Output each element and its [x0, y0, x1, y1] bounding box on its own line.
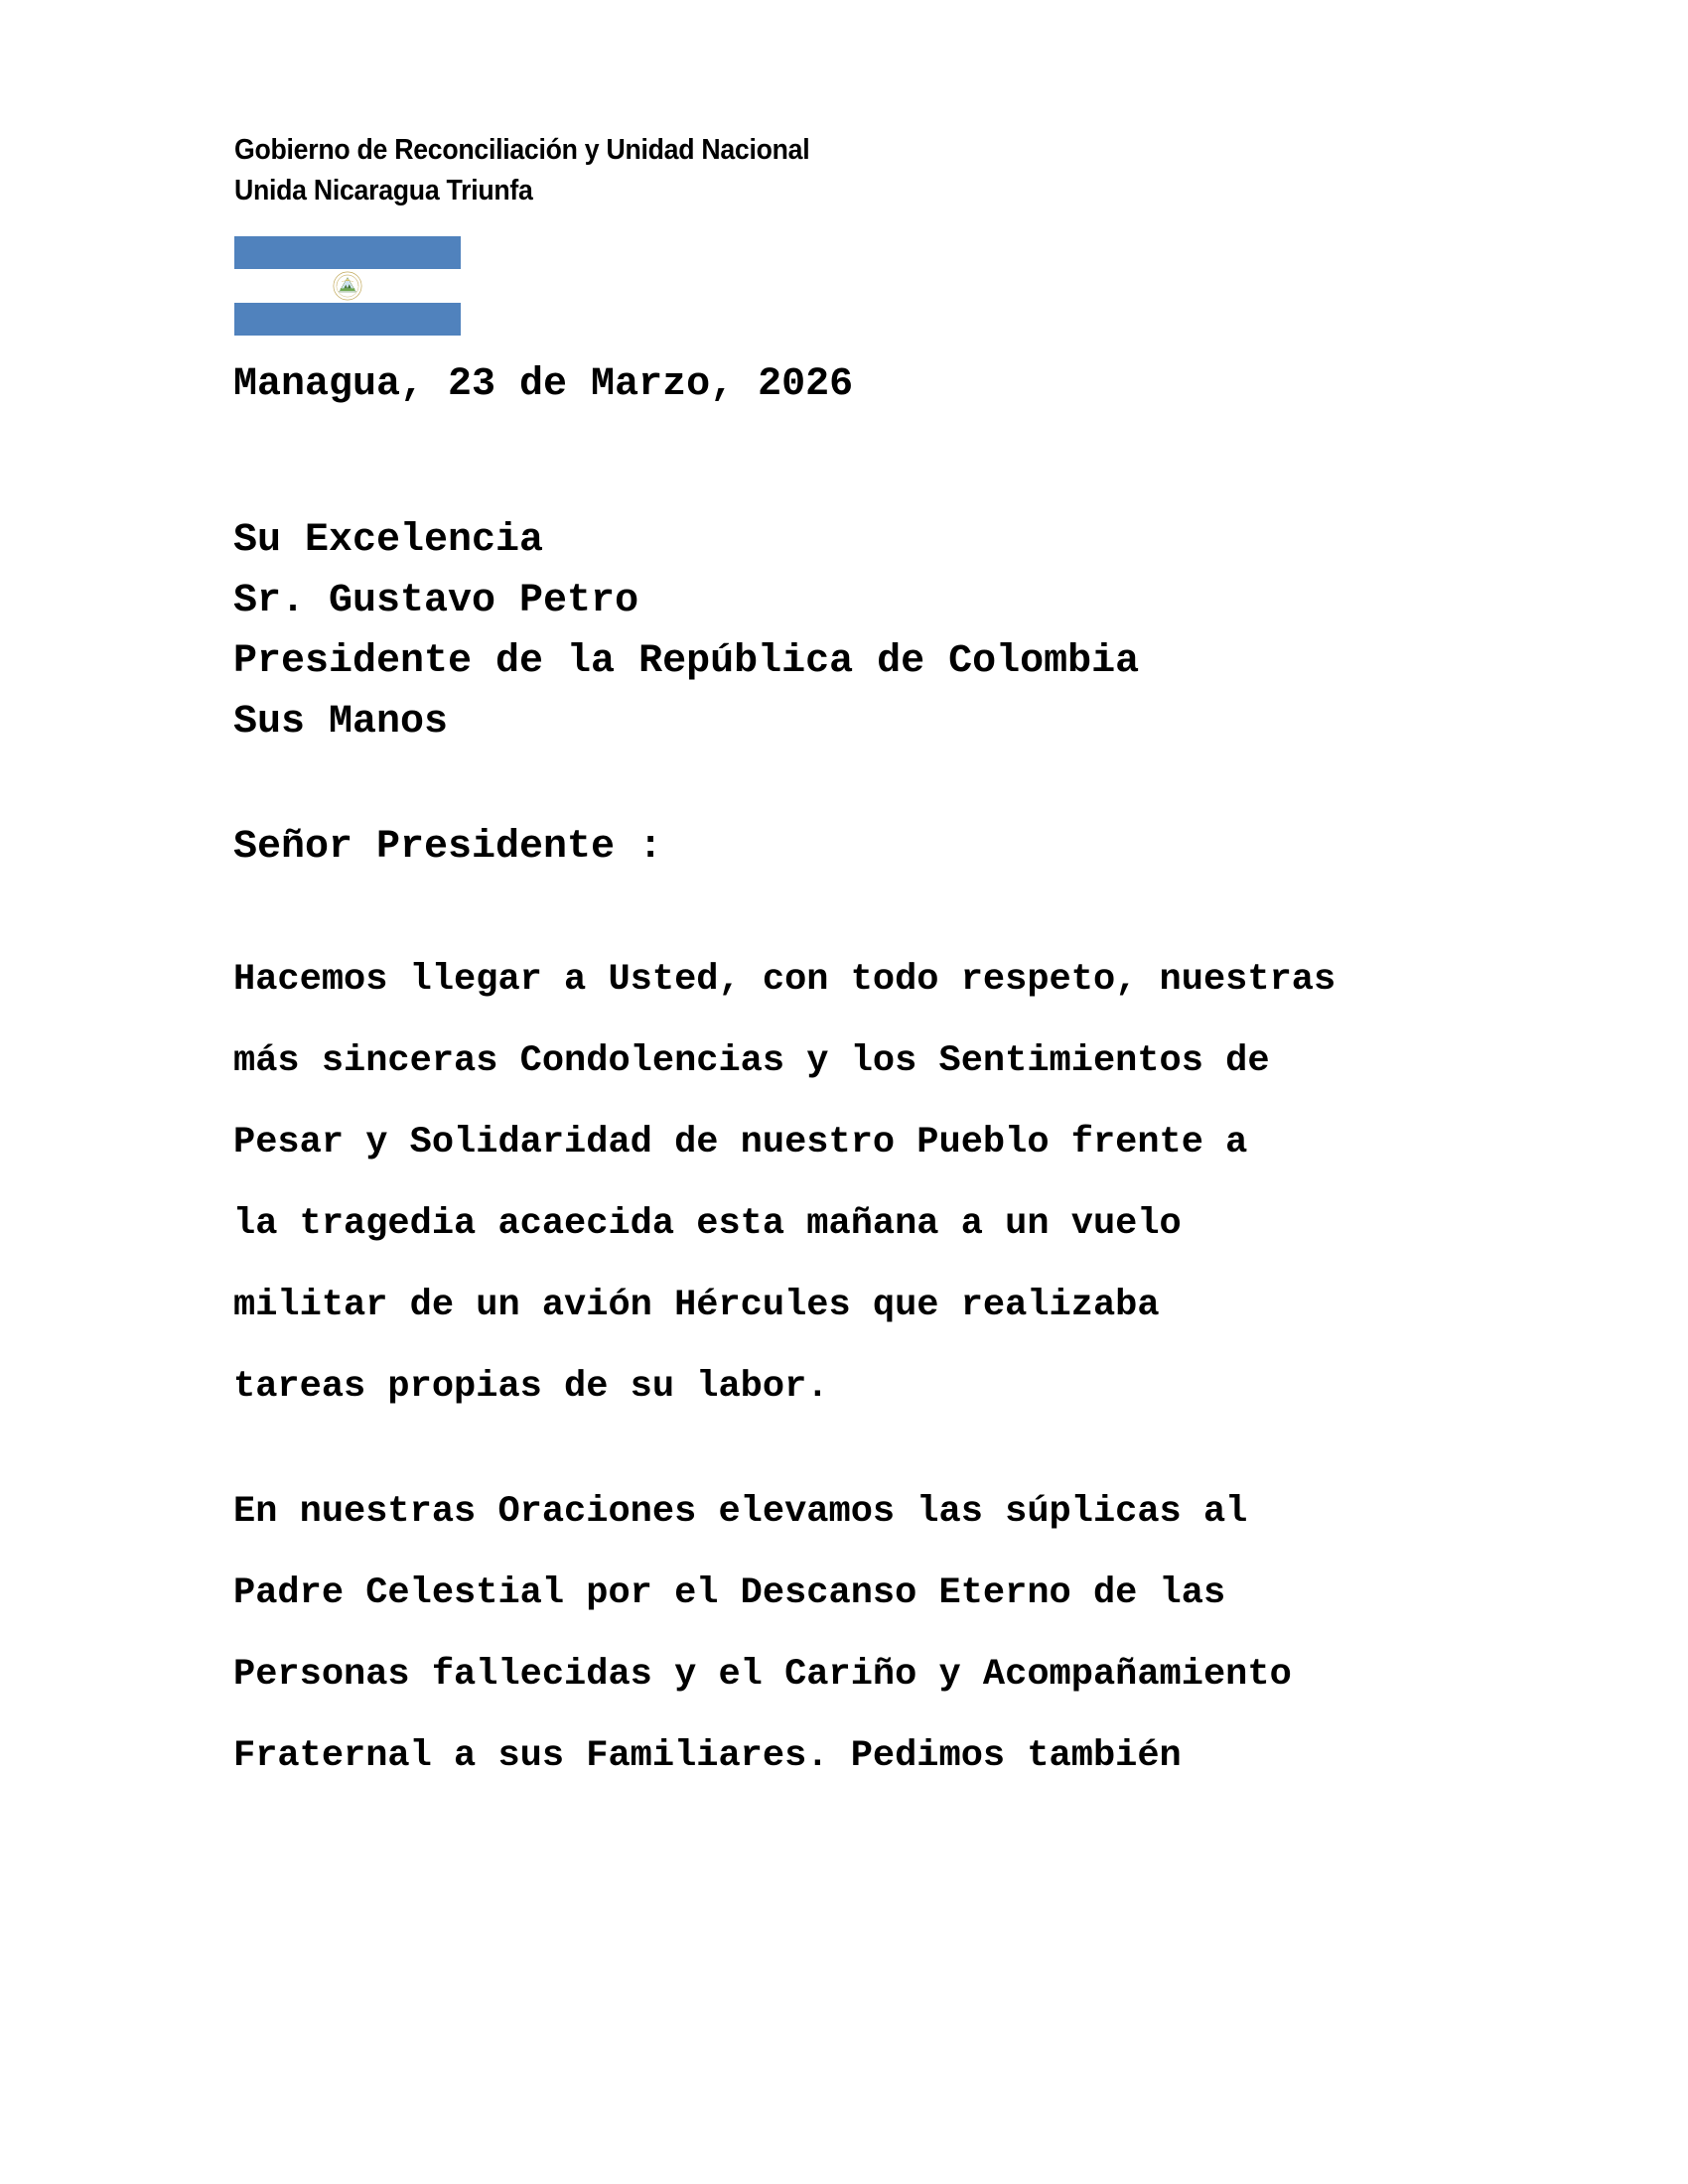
addressee-block — [233, 510, 1447, 752]
nicaragua-flag — [234, 236, 461, 336]
paragraph-line: tareas propias de su labor. — [233, 1366, 829, 1408]
addressee-line: Sr. Gustavo Petro — [233, 579, 639, 623]
date-line: Managua, 23 de Marzo, 2026 — [233, 362, 854, 407]
paragraph-line: Pesar y Solidaridad de nuestro Pueblo frente a — [233, 1122, 1248, 1163]
flag-band-bottom — [234, 303, 461, 336]
flag-band-top — [234, 236, 461, 269]
paragraph-line: militar de un avión Hércules que realizaba — [233, 1285, 1160, 1326]
paragraph-line: la tragedia acaecida esta mañana a un vuelo — [233, 1203, 1182, 1245]
paragraph-line: Padre Celestial por el Descanso Eterno de las — [233, 1572, 1226, 1614]
paragraph-line: Personas fallecidas y el Cariño y Acompañamiento — [233, 1654, 1292, 1696]
paragraph-line: Hacemos llegar a Usted, con todo respeto, nuestras — [233, 959, 1336, 1001]
date-block — [233, 357, 1447, 413]
paragraph-2 — [233, 1471, 1447, 1797]
flag-band-middle — [234, 269, 461, 302]
nicaragua-coat-of-arms-icon — [333, 271, 362, 301]
addressee-line: Presidente de la República de Colombia — [233, 639, 1140, 684]
paragraph-line: En nuestras Oraciones elevamos las súplicas al — [233, 1491, 1248, 1533]
letterhead-line-2: Unida Nicaragua Triunfa — [234, 175, 533, 206]
addressee-line: Su Excelencia — [233, 518, 544, 563]
addressee-line: Sus Manos — [233, 700, 449, 745]
letterhead-line-1: Gobierno de Reconciliación y Unidad Nacional — [234, 134, 810, 166]
paragraph-line: más sinceras Condolencias y los Sentimientos de — [233, 1040, 1270, 1082]
salutation-line: Señor Presidente : — [233, 825, 663, 870]
salutation-block — [233, 820, 1447, 876]
paragraph-line: Fraternal a sus Familiares. Pedimos también — [233, 1735, 1182, 1777]
letterhead — [234, 130, 1446, 211]
paragraph-1 — [233, 939, 1447, 1428]
letter-body — [233, 357, 1447, 1797]
